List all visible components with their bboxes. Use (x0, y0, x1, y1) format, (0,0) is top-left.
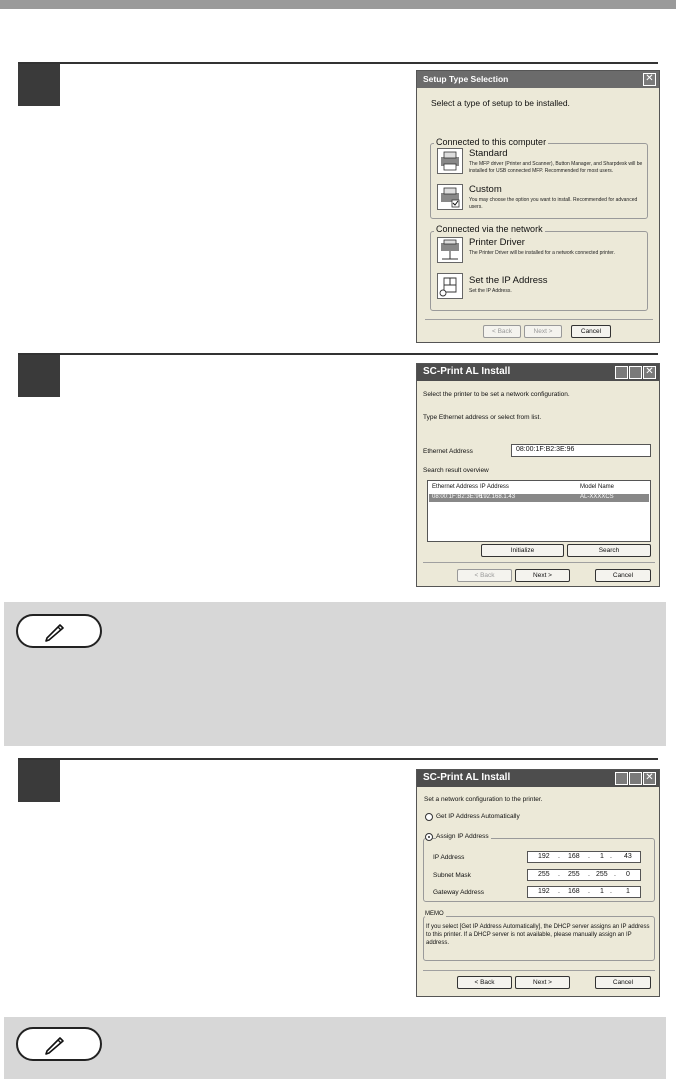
column-model-name[interactable]: Model Name (580, 484, 615, 490)
maximize-icon[interactable] (629, 772, 642, 785)
dialog-divider (423, 970, 655, 971)
note-badge (16, 614, 102, 648)
option-set-ip-desc: Set the IP Address. (469, 288, 512, 294)
printer-icon[interactable] (437, 148, 463, 174)
dialog-line-1: Select the printer to be set a network configuration. (423, 391, 570, 398)
dialog-divider (423, 562, 655, 563)
gw-octet-2: 168 (568, 888, 580, 895)
note-box-2 (4, 1017, 666, 1079)
group-connected-network-title: Connected via the network (436, 224, 543, 234)
ip-address-icon[interactable] (437, 273, 463, 299)
initialize-button[interactable]: Initialize (481, 544, 564, 557)
cancel-button[interactable]: Cancel (571, 325, 611, 338)
close-icon[interactable]: ✕ (643, 366, 656, 379)
column-ip-address[interactable]: IP Address (480, 484, 509, 490)
gw-octet-4: 1 (626, 888, 630, 895)
ip-address-label: IP Address (433, 854, 465, 861)
memo-text: If you select [Get IP Address Automatically], the DHCP server assigns an IP address to this printer. If a DHCP server is not available, please manually assign an IP address. (426, 924, 650, 946)
dialog-titlebar (417, 71, 659, 88)
table-row[interactable] (429, 494, 649, 502)
next-button[interactable]: Next > (524, 325, 562, 338)
cancel-button[interactable]: Cancel (595, 976, 651, 989)
step-1-rule (18, 62, 658, 64)
ethernet-address-input[interactable]: 08:00:1F:B2:3E:96 (511, 444, 651, 457)
step-2-number-box (18, 355, 60, 397)
step-2-rule (18, 353, 658, 355)
cancel-button[interactable]: Cancel (595, 569, 651, 582)
radio-assign-ip[interactable] (425, 833, 433, 841)
back-button[interactable]: < Back (483, 325, 521, 338)
dialog-title: SC-Print AL Install (423, 772, 511, 783)
maximize-icon[interactable] (629, 366, 642, 379)
option-standard-title[interactable]: Standard (469, 148, 508, 159)
mask-octet-1: 255 (538, 871, 550, 878)
subnet-mask-label: Subnet Mask (433, 872, 471, 879)
dialog-prompt: Set a network configuration to the printer. (424, 796, 543, 803)
ip-octet-4: 43 (624, 853, 632, 860)
note-badge-2 (16, 1027, 102, 1061)
group-connected-computer-title: Connected to this computer (436, 137, 547, 147)
memo-label: MEMO (425, 911, 444, 917)
step-3-rule (18, 758, 658, 760)
dialog-title: SC-Print AL Install (423, 366, 511, 377)
pencil-icon (41, 1033, 71, 1057)
search-result-label: Search result overview (423, 467, 489, 474)
mask-octet-2: 255 (568, 871, 580, 878)
ip-octet-3: 1 (600, 853, 604, 860)
gateway-address-label: Gateway Address (433, 889, 484, 896)
mask-octet-3: 255 (596, 871, 608, 878)
column-ethernet-address[interactable]: Ethernet Address (432, 484, 479, 490)
radio-get-ip-auto[interactable] (425, 813, 433, 821)
option-set-ip-title[interactable]: Set the IP Address (469, 275, 548, 286)
page-header-bar (0, 0, 676, 9)
back-button[interactable]: < Back (457, 569, 512, 582)
minimize-icon[interactable] (615, 366, 628, 379)
dialog-divider (425, 319, 653, 320)
mask-octet-4: 0 (626, 871, 630, 878)
option-custom-title[interactable]: Custom (469, 184, 502, 195)
gw-octet-3: 1 (600, 888, 604, 895)
dialog-title: Setup Type Selection (423, 74, 509, 84)
ethernet-address-label: Ethernet Address (423, 448, 473, 455)
note-box (4, 602, 666, 746)
pencil-icon (41, 620, 71, 644)
subnet-mask-input[interactable]: 255 . 255 . 255 . 0 (527, 869, 641, 881)
row-ethernet: 08:00:1F:B2:3E:96 (432, 494, 483, 500)
ip-address-input[interactable]: 192 . 168 . 1 . 43 (527, 851, 641, 863)
radio-get-ip-auto-label[interactable]: Get IP Address Automatically (436, 813, 520, 820)
minimize-icon[interactable] (615, 772, 628, 785)
close-icon[interactable]: ✕ (643, 73, 656, 86)
option-custom-desc: You may choose the option you want to install. Recommended for advanced users. (469, 197, 638, 210)
gateway-address-input[interactable]: 192 . 168 . 1 . 1 (527, 886, 641, 898)
option-standard-desc: The MFP driver (Printer and Scanner), Button Manager, and Sharpdesk will be installed for USB connected MFP. Recommended for most users. (469, 161, 643, 174)
network-config-dialog (416, 769, 660, 997)
gw-octet-1: 192 (538, 888, 550, 895)
printer-custom-icon[interactable] (437, 184, 463, 210)
search-result-list[interactable] (427, 480, 651, 542)
dialog-line-2: Type Ethernet address or select from list. (423, 414, 542, 421)
dialog-prompt: Select a type of setup to be installed. (431, 98, 570, 108)
select-printer-dialog (416, 363, 660, 587)
radio-assign-ip-label[interactable]: Assign IP Address (436, 833, 489, 840)
search-button[interactable]: Search (567, 544, 651, 557)
next-button[interactable]: Next > (515, 569, 570, 582)
step-3-number-box (18, 760, 60, 802)
row-model: AL-XXXXCS (580, 494, 614, 500)
step-1-number-box (18, 64, 60, 106)
ip-octet-1: 192 (538, 853, 550, 860)
ip-octet-2: 168 (568, 853, 580, 860)
close-icon[interactable]: ✕ (643, 772, 656, 785)
option-printer-driver-title[interactable]: Printer Driver (469, 237, 525, 248)
row-ip: 192.168.1.43 (480, 494, 516, 500)
setup-type-dialog (416, 70, 660, 343)
option-printer-driver-desc: The Printer Driver will be installed for a network connected printer. (469, 250, 615, 256)
network-printer-icon[interactable] (437, 237, 463, 263)
back-button[interactable]: < Back (457, 976, 512, 989)
next-button[interactable]: Next > (515, 976, 570, 989)
